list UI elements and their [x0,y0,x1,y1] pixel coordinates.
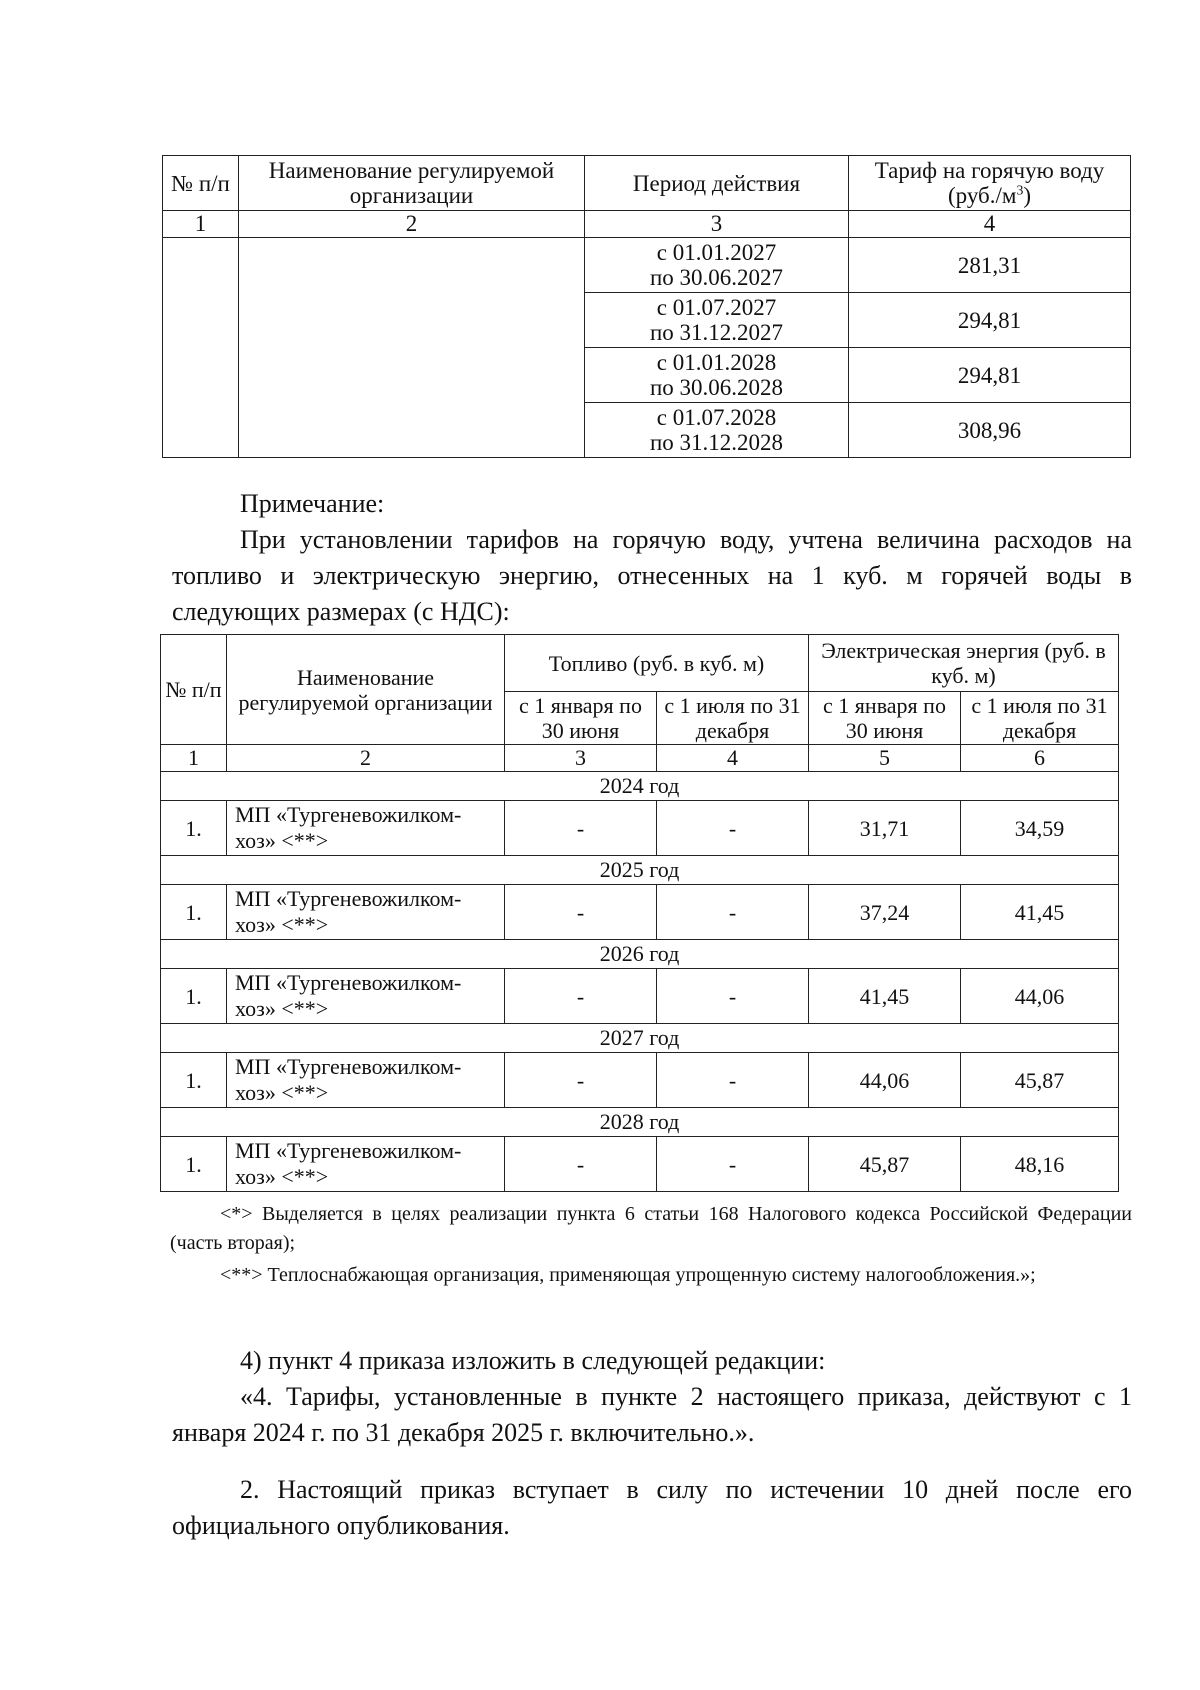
item-4-heading: 4) пункт 4 приказа изложить в следующей редакции: [240,1346,826,1375]
organization-name: МП «Тургеневожилком-хоз» <**> [227,1053,505,1108]
period-to: по 30.06.2028 [649,375,784,400]
organization-name: МП «Тургеневожилком-хоз» <**> [227,801,505,856]
electricity-first-half: 41,45 [809,969,961,1024]
col-number: 1 [163,211,239,238]
organization-name: МП «Тургеневожилком-хоз» <**> [227,885,505,940]
item-2-text: 2. Настоящий приказ вступает в силу по истечении 10 дней после его официального опубликования. [172,1475,1132,1540]
col-header-electricity: Электрическая энергия (руб. в куб. м) [809,635,1119,692]
period-from: с 01.07.2028 [656,405,777,430]
hot-water-tariff-table [162,155,1131,458]
tariff-value: 294,81 [849,293,1131,348]
fuel-first-half: - [505,1137,657,1192]
empty-number-cell [163,238,239,458]
note-title: Примечание: [240,489,385,518]
electricity-first-half: 37,24 [809,885,961,940]
electricity-second-half: 45,87 [961,1053,1119,1108]
footnote-1: <*> Выделяется в целях реализации пункта 6 статьи 168 Налогового кодекса Российской Федерации (часть вторая); [170,1203,1132,1254]
organization-name: МП «Тургеневожилком-хоз» <**> [227,969,505,1024]
tariff-value: 308,96 [849,403,1131,458]
organization-name: МП «Тургеневожилком-хоз» <**> [227,1137,505,1192]
electricity-first-half: 44,06 [809,1053,961,1108]
period-from: с 01.07.2027 [656,295,777,320]
subheader-second-half: с 1 июля по 31 декабря [657,692,809,745]
subheader-second-half: с 1 июля по 31 декабря [961,692,1119,745]
electricity-first-half: 45,87 [809,1137,961,1192]
row-number: 1. [161,885,227,940]
table-header-row [161,635,1119,692]
fuel-second-half: - [657,885,809,940]
col-number: 4 [657,745,809,772]
year-label: 2028 год [161,1108,1119,1137]
year-row [161,856,1119,885]
year-label: 2027 год [161,1024,1119,1053]
col-header-period: Период действия [585,156,849,211]
table-row [161,969,1119,1024]
column-number-row [163,211,1131,238]
electricity-second-half: 34,59 [961,801,1119,856]
year-label: 2024 год [161,772,1119,801]
col-header-number: № п/п [161,635,227,745]
col-number: 6 [961,745,1119,772]
row-number: 1. [161,1053,227,1108]
year-row [161,1024,1119,1053]
col-number: 5 [809,745,961,772]
fuel-second-half: - [657,969,809,1024]
tariff-header-unit: (руб./м [947,183,1017,208]
period-from: с 01.01.2028 [656,350,777,375]
col-header-number: № п/п [163,156,239,211]
tariff-header-unit-close: ) [1023,183,1032,208]
table-row [163,238,1131,293]
note-paragraph: При установлении тарифов на горячую воду, учтена величина расходов на топливо и электрическую энергию, отнесенных на 1 куб. м горячей воды в следующих размерах (с НДС): [172,525,1132,626]
footnote-2: <**> Теплоснабжающая организация, применяющая упрощенную систему налогообложения.»; [220,1264,1036,1286]
col-header-organization: Наименование регулируемой организации [239,156,585,211]
electricity-first-half: 31,71 [809,801,961,856]
year-row [161,1108,1119,1137]
col-header-tariff [849,156,1131,211]
subheader-first-half: с 1 января по 30 июня [505,692,657,745]
period-cell [585,348,849,403]
subheader-first-half: с 1 января по 30 июня [809,692,961,745]
period-cell [585,293,849,348]
period-cell [585,403,849,458]
fuel-first-half: - [505,969,657,1024]
item-4-text: «4. Тарифы, установленные в пункте 2 настоящего приказа, действуют с 1 января 2024 г. по 31 декабря 2025 г. включительно.». [172,1382,1132,1447]
col-header-fuel: Топливо (руб. в куб. м) [505,635,809,692]
table-row [161,885,1119,940]
tariff-value: 294,81 [849,348,1131,403]
row-number: 1. [161,801,227,856]
period-to: по 30.06.2027 [649,265,784,290]
fuel-first-half: - [505,885,657,940]
period-to: по 31.12.2028 [649,430,784,455]
fuel-first-half: - [505,801,657,856]
col-header-organization: Наименование регулируемой организации [227,635,505,745]
period-cell [585,238,849,293]
year-row [161,940,1119,969]
electricity-second-half: 44,06 [961,969,1119,1024]
tariff-header-unit-sup: 3 [1016,182,1024,198]
table-row [161,1053,1119,1108]
electricity-second-half: 48,16 [961,1137,1119,1192]
row-number: 1. [161,1137,227,1192]
col-number: 3 [585,211,849,238]
year-row [161,772,1119,801]
fuel-first-half: - [505,1053,657,1108]
fuel-second-half: - [657,801,809,856]
table-row [161,1137,1119,1192]
period-from: с 01.01.2027 [656,240,777,265]
fuel-second-half: - [657,1137,809,1192]
tariff-value: 281,31 [849,238,1131,293]
tariff-header-label: Тариф на горячую воду [874,158,1105,183]
row-number: 1. [161,969,227,1024]
electricity-second-half: 41,45 [961,885,1119,940]
period-to: по 31.12.2027 [649,320,784,345]
table-row [161,801,1119,856]
col-number: 4 [849,211,1131,238]
col-number: 2 [227,745,505,772]
year-label: 2025 год [161,856,1119,885]
expenses-table [160,634,1119,1192]
fuel-second-half: - [657,1053,809,1108]
empty-organization-cell [239,238,585,458]
table-header-row [163,156,1131,211]
year-label: 2026 год [161,940,1119,969]
column-number-row [161,745,1119,772]
col-number: 2 [239,211,585,238]
col-number: 1 [161,745,227,772]
col-number: 3 [505,745,657,772]
